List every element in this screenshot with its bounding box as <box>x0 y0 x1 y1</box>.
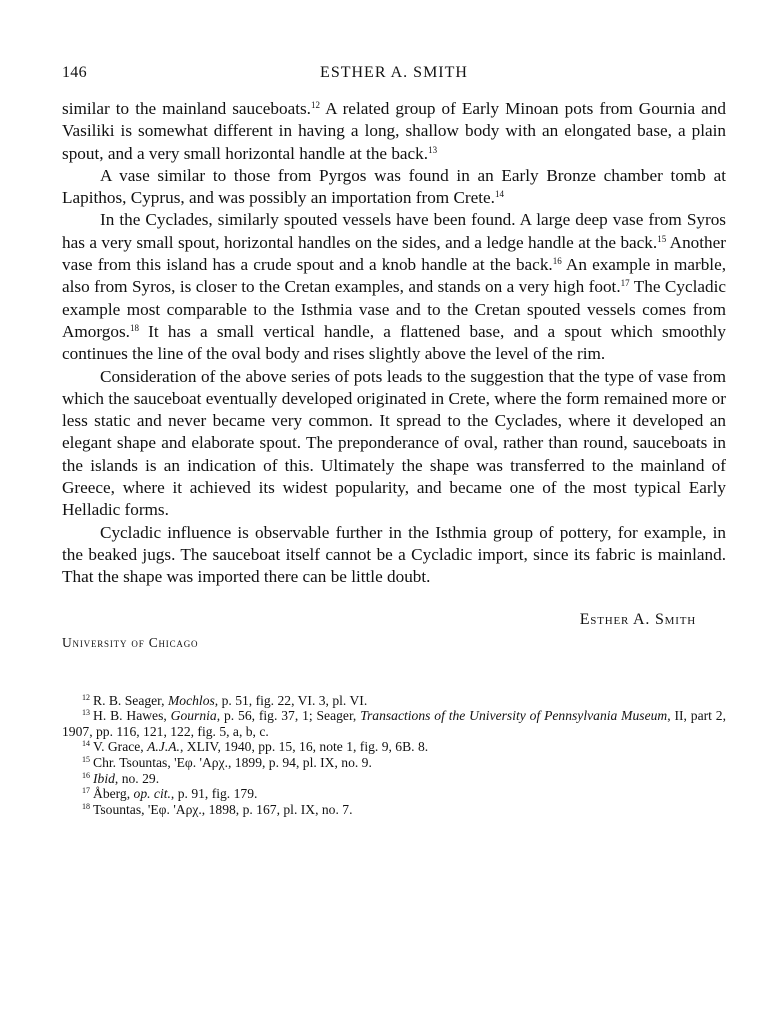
footnote-reference[interactable]: 17 <box>620 278 630 289</box>
footnote-text: , p. 91, fig. 179. <box>170 786 258 802</box>
footnote <box>62 771 726 787</box>
footnote-italic-text: Transactions of the University of Pennsylvania Museum <box>360 708 668 724</box>
footnote-text: , p. 56, fig. 37, 1; Seager, <box>216 708 361 724</box>
paragraph-text: An example in marble, also from Syros, is closer to the Cretan examples, and stands on a very high foot. <box>62 255 726 297</box>
paragraph-text: similar to the mainland sauceboats. <box>62 99 311 118</box>
paragraph-text: Cycladic influence is observable further in the Isthmia group of pottery, for example, in the beaked jugs. The sauceboat itself cannot be a Cycladic import, since its fabric is mainland. That the shape was imported there can be little doubt. <box>62 522 726 587</box>
paragraph-text: The Cycladic example most comparable to the Isthmia vase and to the Cretan spouted vessels comes from Amorgos. <box>62 277 727 341</box>
footnote-reference[interactable]: 15 <box>657 233 667 244</box>
footnote-number: 18 <box>82 801 90 811</box>
footnote-text: , p. 51, fig. 22, VI. 3, pl. VI. <box>214 692 368 708</box>
footnote <box>62 693 726 709</box>
body-paragraph <box>62 522 726 589</box>
footnote-text: Chr. Tsountas, 'Εφ. 'Αρχ., 1899, p. 94, pl. IX, no. 9. <box>93 754 372 770</box>
page-number: 146 <box>62 64 87 81</box>
body-paragraph <box>62 98 726 165</box>
paragraph-text: A vase similar to those from Pyrgos was found in an Early Bronze chamber tomb at Lapithos, Cyprus, and was possibly an importation from Crete. <box>62 165 726 208</box>
footnote-reference[interactable]: 14 <box>494 189 504 200</box>
footnote-number: 16 <box>82 770 90 780</box>
footnote-text: Tsountas, 'Εφ. 'Αρχ., 1898, p. 167, pl. IX, no. 7. <box>93 801 353 817</box>
paragraph-text: In the Cyclades, similarly spouted vessels have been found. A large deep vase from Syros has a very small spout, horizontal handles on the sides, and a ledge handle at the back. <box>62 210 726 252</box>
footnote-reference[interactable]: 16 <box>552 256 562 267</box>
footnote <box>62 755 726 771</box>
footnote-italic-text: A.J.A. <box>147 739 180 755</box>
footnote-italic-text: Ibid <box>93 770 115 786</box>
footnotes <box>62 693 726 818</box>
footnote-reference[interactable]: 18 <box>129 322 139 333</box>
footnote-text: , II, part 2, 1907, pp. 116, 121, 122, fig. 5, a, b, c. <box>62 708 726 739</box>
footnote-number: 14 <box>82 739 90 749</box>
paragraph-text: A related group of Early Minoan pots from Gournia and Vasiliki is somewhat different in having a long, shallow body with an elongated base, a plain spout, and a very small horizontal handle at the back. <box>62 99 726 163</box>
body-paragraph <box>62 209 726 365</box>
footnote-text: Åberg, <box>93 786 134 802</box>
page <box>62 58 726 817</box>
footnote-number: 15 <box>82 754 90 764</box>
author-affiliation: University of Chicago <box>62 634 199 650</box>
footnote-italic-text: Mochlos <box>167 692 215 708</box>
footnote-text: , XLIV, 1940, pp. 15, 16, note 1, fig. 9, 6B. 8. <box>179 739 429 755</box>
author-signature: Esther A. Smith <box>579 610 696 628</box>
footnote-number: 12 <box>82 692 90 702</box>
paragraph-text: Consideration of the above series of pots leads to the suggestion that the type of vase from which the sauceboat eventually developed originated in Crete, where the form remained more or less static and never became very common. It spread to the Cyclades, where it developed an elegant shape and elaborate spout. The preponderance of oval, rather than round, sauceboats in the islands is an indication of this. Ultimately the shape was transferred to the mainland of Greece, where it achieved its widest popularity, and became one of the most typical Early Helladic forms. <box>62 366 726 520</box>
running-title: ESTHER A. SMITH <box>320 64 468 81</box>
footnote-text: R. B. Seager, <box>93 692 168 708</box>
footnote-italic-text: op. cit. <box>133 786 171 802</box>
footnote <box>62 786 726 802</box>
footnote <box>62 802 726 818</box>
footnote-reference[interactable]: 12 <box>310 100 320 110</box>
footnote-text: H. B. Hawes, <box>93 708 171 724</box>
footnote <box>62 708 726 739</box>
body-paragraph <box>62 165 726 210</box>
footnote-number: 13 <box>82 708 90 718</box>
footnote-text: , no. 29. <box>114 770 160 786</box>
article-body <box>62 98 726 589</box>
paragraph-text: Another vase from this island has a crude spout and a knob handle at the back. <box>62 232 726 275</box>
footnote-italic-text: Gournia <box>170 708 217 724</box>
paragraph-text: It has a small vertical handle, a flattened base, and a spout which smoothly continues the line of the oval body and rises slightly above the level of the rim. <box>62 321 726 364</box>
running-head <box>62 58 726 84</box>
footnote-reference[interactable]: 13 <box>428 144 438 155</box>
footnote <box>62 739 726 755</box>
footnote-text: V. Grace, <box>93 739 148 755</box>
footnote-number: 17 <box>82 786 90 796</box>
body-paragraph <box>62 366 726 522</box>
